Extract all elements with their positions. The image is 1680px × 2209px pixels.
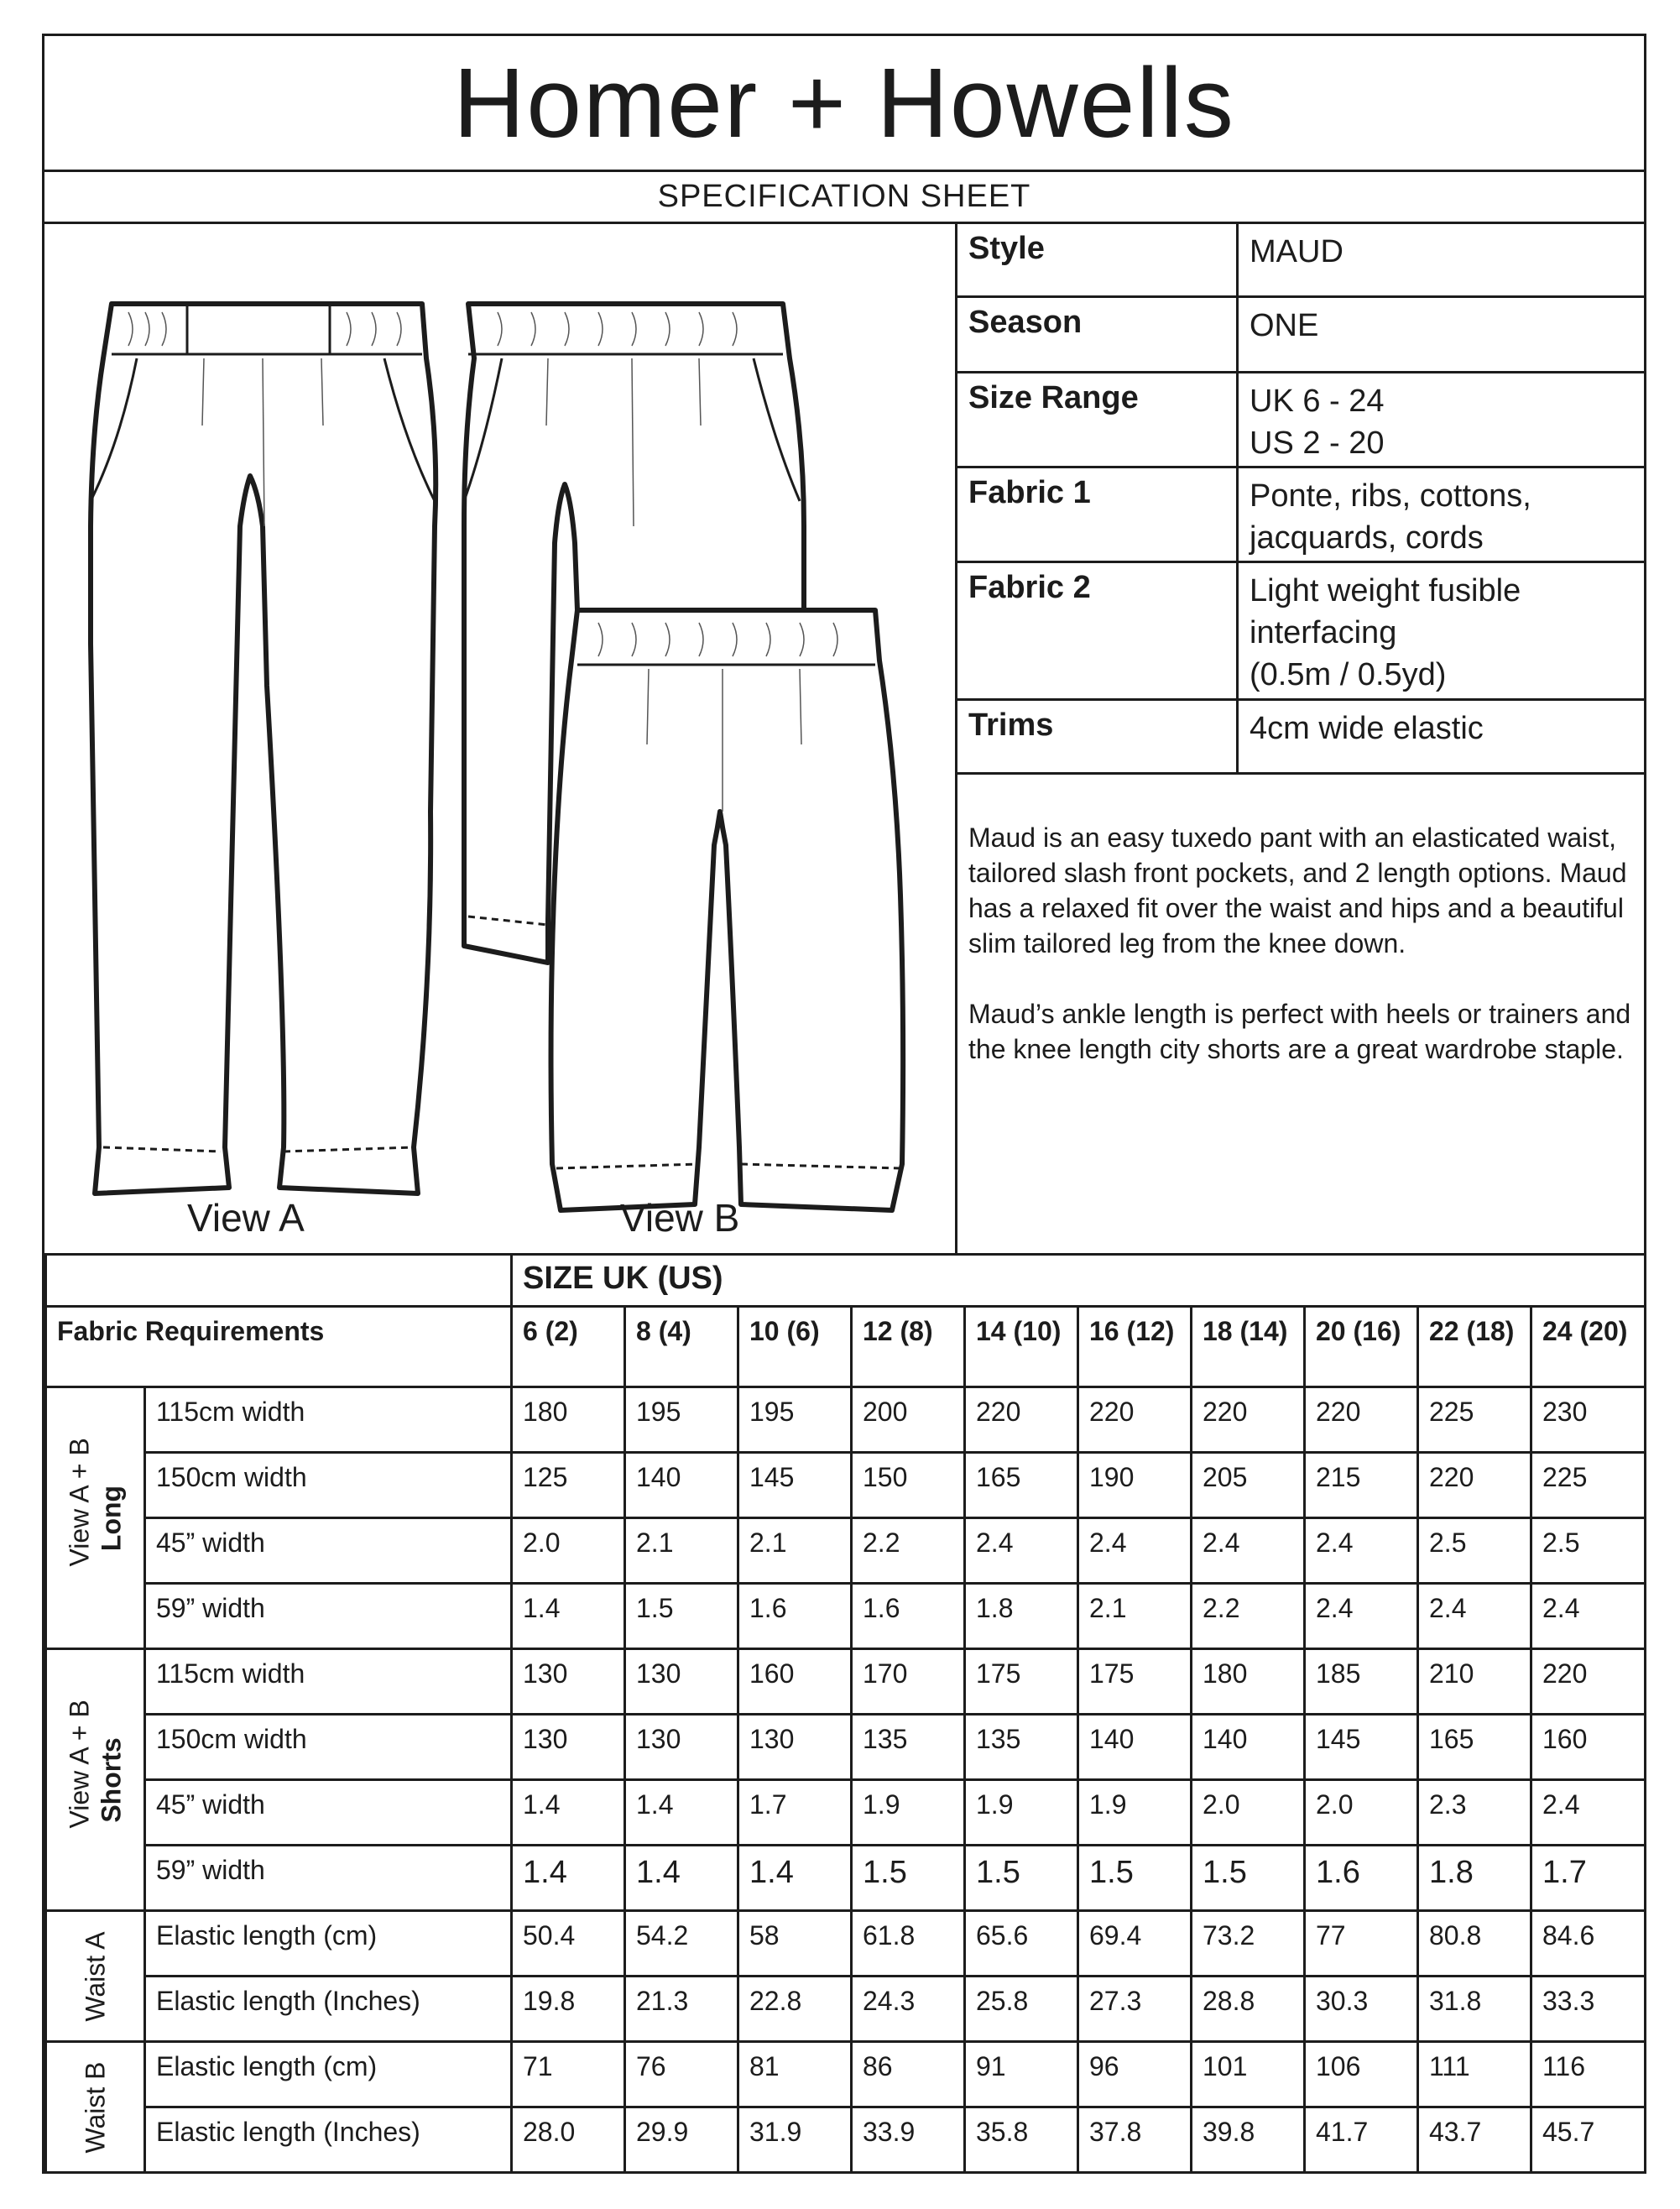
table-cell: 91 [965,2042,1078,2107]
table-row [46,1453,1646,1518]
fabric-requirements-table [44,1253,1644,2174]
size-col-header: 16 (12) [1078,1307,1192,1387]
table-cell: 130 [512,1649,625,1715]
table-cell: 73.2 [1192,1911,1305,1977]
table-cell: 195 [625,1387,738,1453]
table-cell: 2.5 [1531,1518,1646,1584]
table-cell: 220 [1418,1453,1531,1518]
table-cell: 220 [1531,1649,1646,1715]
group-label-line: View A + B [64,1699,95,1828]
table-cell: 1.4 [512,1780,625,1846]
size-col-header: 18 (14) [1192,1307,1305,1387]
info-value: Light weight fusible [1250,573,1521,608]
table-cell: 1.9 [1078,1780,1192,1846]
table-row [46,2107,1646,2173]
table-cell: 130 [625,1649,738,1715]
table-cell: 130 [738,1715,852,1780]
table-cell: 185 [1305,1649,1418,1715]
table-cell: 165 [965,1453,1078,1518]
table-cell: 24.3 [852,1977,965,2042]
table-cell: 1.5 [1078,1846,1192,1911]
table-cell: 1.5 [965,1846,1078,1911]
table-cell: 180 [1192,1649,1305,1715]
size-col-header: 10 (6) [738,1307,852,1387]
table-cell: 1.8 [1418,1846,1531,1911]
view-b-shorts-outline [551,610,904,1210]
table-cell: 58 [738,1911,852,1977]
group-label-line: Long [96,1485,127,1551]
fabric-requirements-header: Fabric Requirements [46,1307,512,1387]
table-row [46,1977,1646,2042]
size-col-header: 8 (4) [625,1307,738,1387]
description-paragraph: Maud is an easy tuxedo pant with an elasticated waist, tailored slash front pockets, and 2 length options. Maud has a relaxed fit over the waist and hips and a beautiful slim tailored leg from the knee down. [968,822,1627,958]
table-cell: 225 [1531,1453,1646,1518]
table-cell: 37.8 [1078,2107,1192,2173]
table-cell: 2.4 [1531,1584,1646,1649]
table-cell: 2.4 [1305,1518,1418,1584]
table-cell: 80.8 [1418,1911,1531,1977]
table-cell: 2.2 [1192,1584,1305,1649]
row-label: 59” width [145,1584,512,1649]
table-row [46,2042,1646,2107]
table-cell: 135 [965,1715,1078,1780]
table-cell: 106 [1305,2042,1418,2107]
table-body [46,1387,1646,2173]
size-col-header: 14 (10) [965,1307,1078,1387]
info-value: UK 6 - 24 [1250,384,1385,419]
table-cell: 22.8 [738,1977,852,2042]
sheet-subtitle: SPECIFICATION SHEET [44,172,1644,224]
brand-title: Homer + Howells [44,36,1644,172]
table-row [46,1911,1646,1977]
table-cell: 2.1 [625,1518,738,1584]
size-header: SIZE UK (US) [512,1255,1646,1307]
table-cell: 28.0 [512,2107,625,2173]
table-cell: 86 [852,2042,965,2107]
info-row-season [957,298,1644,373]
table-cell: 175 [965,1649,1078,1715]
table-cell: 69.4 [1078,1911,1192,1977]
table-cell: 25.8 [965,1977,1078,2042]
table-cell: 33.3 [1531,1977,1646,2042]
view-a-label: View A [187,1196,305,1240]
blank-header [46,1255,512,1307]
table-cell: 101 [1192,2042,1305,2107]
table-cell: 65.6 [965,1911,1078,1977]
group-label [46,1387,145,1649]
table-cell: 76 [625,2042,738,2107]
table-cell: 2.5 [1418,1518,1531,1584]
table-cell: 2.2 [852,1518,965,1584]
size-col-header: 12 (8) [852,1307,965,1387]
table-cell: 215 [1305,1453,1418,1518]
table-row [46,1584,1646,1649]
row-label: 150cm width [145,1453,512,1518]
table-cell: 220 [965,1387,1078,1453]
table-cell: 1.4 [625,1846,738,1911]
info-value: Ponte, ribs, cottons, [1250,478,1531,514]
table-cell: 54.2 [625,1911,738,1977]
table-cell: 31.9 [738,2107,852,2173]
group-label [46,1649,145,1911]
table-cell: 125 [512,1453,625,1518]
info-row-trims [957,701,1644,775]
table-cell: 145 [1305,1715,1418,1780]
table-cell: 2.1 [738,1518,852,1584]
info-value: jacquards, cords [1250,520,1484,556]
garment-drawings [44,224,957,1253]
table-row [46,1715,1646,1780]
table-cell: 190 [1078,1453,1192,1518]
info-row-fabric-1 [957,468,1644,563]
table-cell: 77 [1305,1911,1418,1977]
table-cell: 160 [738,1649,852,1715]
info-value: US 2 - 20 [1250,426,1385,461]
info-value: (0.5m / 0.5yd) [1250,657,1447,692]
table-cell: 45.7 [1531,2107,1646,2173]
table-row [46,1846,1646,1911]
table-cell: 2.0 [512,1518,625,1584]
table-cell: 84.6 [1531,1911,1646,1977]
size-col-header: 24 (20) [1531,1307,1646,1387]
table-cell: 2.0 [1305,1780,1418,1846]
table-row [46,1780,1646,1846]
table-cell: 1.9 [965,1780,1078,1846]
table-cell: 1.6 [738,1584,852,1649]
table-cell: 2.4 [1531,1780,1646,1846]
table-cell: 1.4 [512,1846,625,1911]
table-cell: 1.6 [852,1584,965,1649]
table-row [46,1387,1646,1453]
table-cell: 96 [1078,2042,1192,2107]
table-cell: 175 [1078,1649,1192,1715]
row-label: Elastic length (Inches) [145,2107,512,2173]
table-cell: 2.3 [1418,1780,1531,1846]
table-cell: 2.4 [965,1518,1078,1584]
row-label: 115cm width [145,1387,512,1453]
size-col-header: 22 (18) [1418,1307,1531,1387]
table-cell: 41.7 [1305,2107,1418,2173]
view-b-label: View B [620,1196,740,1240]
table-cell: 43.7 [1418,2107,1531,2173]
table-cell: 1.4 [512,1584,625,1649]
table-cell: 1.5 [852,1846,965,1911]
table-cell: 2.0 [1192,1780,1305,1846]
info-row-fabric-2 [957,563,1644,701]
table-cell: 2.4 [1305,1584,1418,1649]
info-key: Style [957,224,1239,295]
table-cell: 29.9 [625,2107,738,2173]
size-col-header: 20 (16) [1305,1307,1418,1387]
table-cell: 1.4 [738,1846,852,1911]
group-label [46,2042,145,2173]
row-label: 59” width [145,1846,512,1911]
row-label: Elastic length (cm) [145,1911,512,1977]
table-cell: 33.9 [852,2107,965,2173]
spec-sheet [42,34,1646,2174]
group-label [46,1911,145,2042]
table-cell: 35.8 [965,2107,1078,2173]
table-cell: 1.8 [965,1584,1078,1649]
table-cell: 230 [1531,1387,1646,1453]
style-description [957,808,1644,1253]
info-value: ONE [1250,308,1319,343]
info-row-style [957,224,1644,298]
trouser-illustrations [44,224,955,1253]
table-cell: 28.8 [1192,1977,1305,2042]
group-label-line: Waist A [80,1930,111,2022]
table-cell: 39.8 [1192,2107,1305,2173]
table-cell: 1.7 [738,1780,852,1846]
size-col-header: 6 (2) [512,1307,625,1387]
info-key: Season [957,298,1239,371]
info-key: Size Range [957,373,1239,466]
table-cell: 130 [625,1715,738,1780]
table-cell: 220 [1305,1387,1418,1453]
table-cell: 19.8 [512,1977,625,2042]
table-cell: 145 [738,1453,852,1518]
table-cell: 81 [738,2042,852,2107]
table-cell: 50.4 [512,1911,625,1977]
table-cell: 130 [512,1715,625,1780]
info-value: 4cm wide elastic [1250,711,1484,746]
info-value: MAUD [1250,234,1343,269]
info-key: Fabric 1 [957,468,1239,561]
table-cell: 1.9 [852,1780,965,1846]
table-row [46,1649,1646,1715]
table-cell: 1.7 [1531,1846,1646,1911]
table-cell: 200 [852,1387,965,1453]
table-cell: 140 [1192,1715,1305,1780]
table-cell: 220 [1192,1387,1305,1453]
table-cell: 2.4 [1418,1584,1531,1649]
row-label: Elastic length (cm) [145,2042,512,2107]
table-cell: 1.6 [1305,1846,1418,1911]
table-cell: 2.4 [1078,1518,1192,1584]
row-label: 150cm width [145,1715,512,1780]
spec-info-table [957,224,1644,775]
info-key: Trims [957,701,1239,772]
table-cell: 165 [1418,1715,1531,1780]
table-cell: 135 [852,1715,965,1780]
table-cell: 225 [1418,1387,1531,1453]
info-row-size-range [957,373,1644,468]
table-cell: 71 [512,2042,625,2107]
table-cell: 205 [1192,1453,1305,1518]
group-label-line: Shorts [96,1736,127,1823]
table-cell: 210 [1418,1649,1531,1715]
row-label: 45” width [145,1518,512,1584]
table-cell: 1.5 [625,1584,738,1649]
table-cell: 1.5 [1192,1846,1305,1911]
table-cell: 140 [1078,1715,1192,1780]
row-label: Elastic length (Inches) [145,1977,512,2042]
table-cell: 140 [625,1453,738,1518]
table-cell: 160 [1531,1715,1646,1780]
table-cell: 220 [1078,1387,1192,1453]
table-cell: 27.3 [1078,1977,1192,2042]
table-cell: 1.4 [625,1780,738,1846]
description-paragraph: Maud’s ankle length is perfect with heels or trainers and the knee length city shorts are a great wardrobe staple. [968,999,1631,1064]
info-value: interfacing [1250,615,1397,650]
table-cell: 30.3 [1305,1977,1418,2042]
table-cell: 2.1 [1078,1584,1192,1649]
table-cell: 150 [852,1453,965,1518]
group-label-line: View A + B [64,1437,95,1566]
group-label-line: Waist B [80,2060,111,2154]
table-cell: 111 [1418,2042,1531,2107]
row-label: 45” width [145,1780,512,1846]
table-cell: 180 [512,1387,625,1453]
table-cell: 61.8 [852,1911,965,1977]
table-cell: 21.3 [625,1977,738,2042]
table-cell: 31.8 [1418,1977,1531,2042]
table-cell: 170 [852,1649,965,1715]
info-key: Fabric 2 [957,563,1239,698]
table-cell: 116 [1531,2042,1646,2107]
table-cell: 195 [738,1387,852,1453]
table-cell: 2.4 [1192,1518,1305,1584]
row-label: 115cm width [145,1649,512,1715]
table-row [46,1518,1646,1584]
